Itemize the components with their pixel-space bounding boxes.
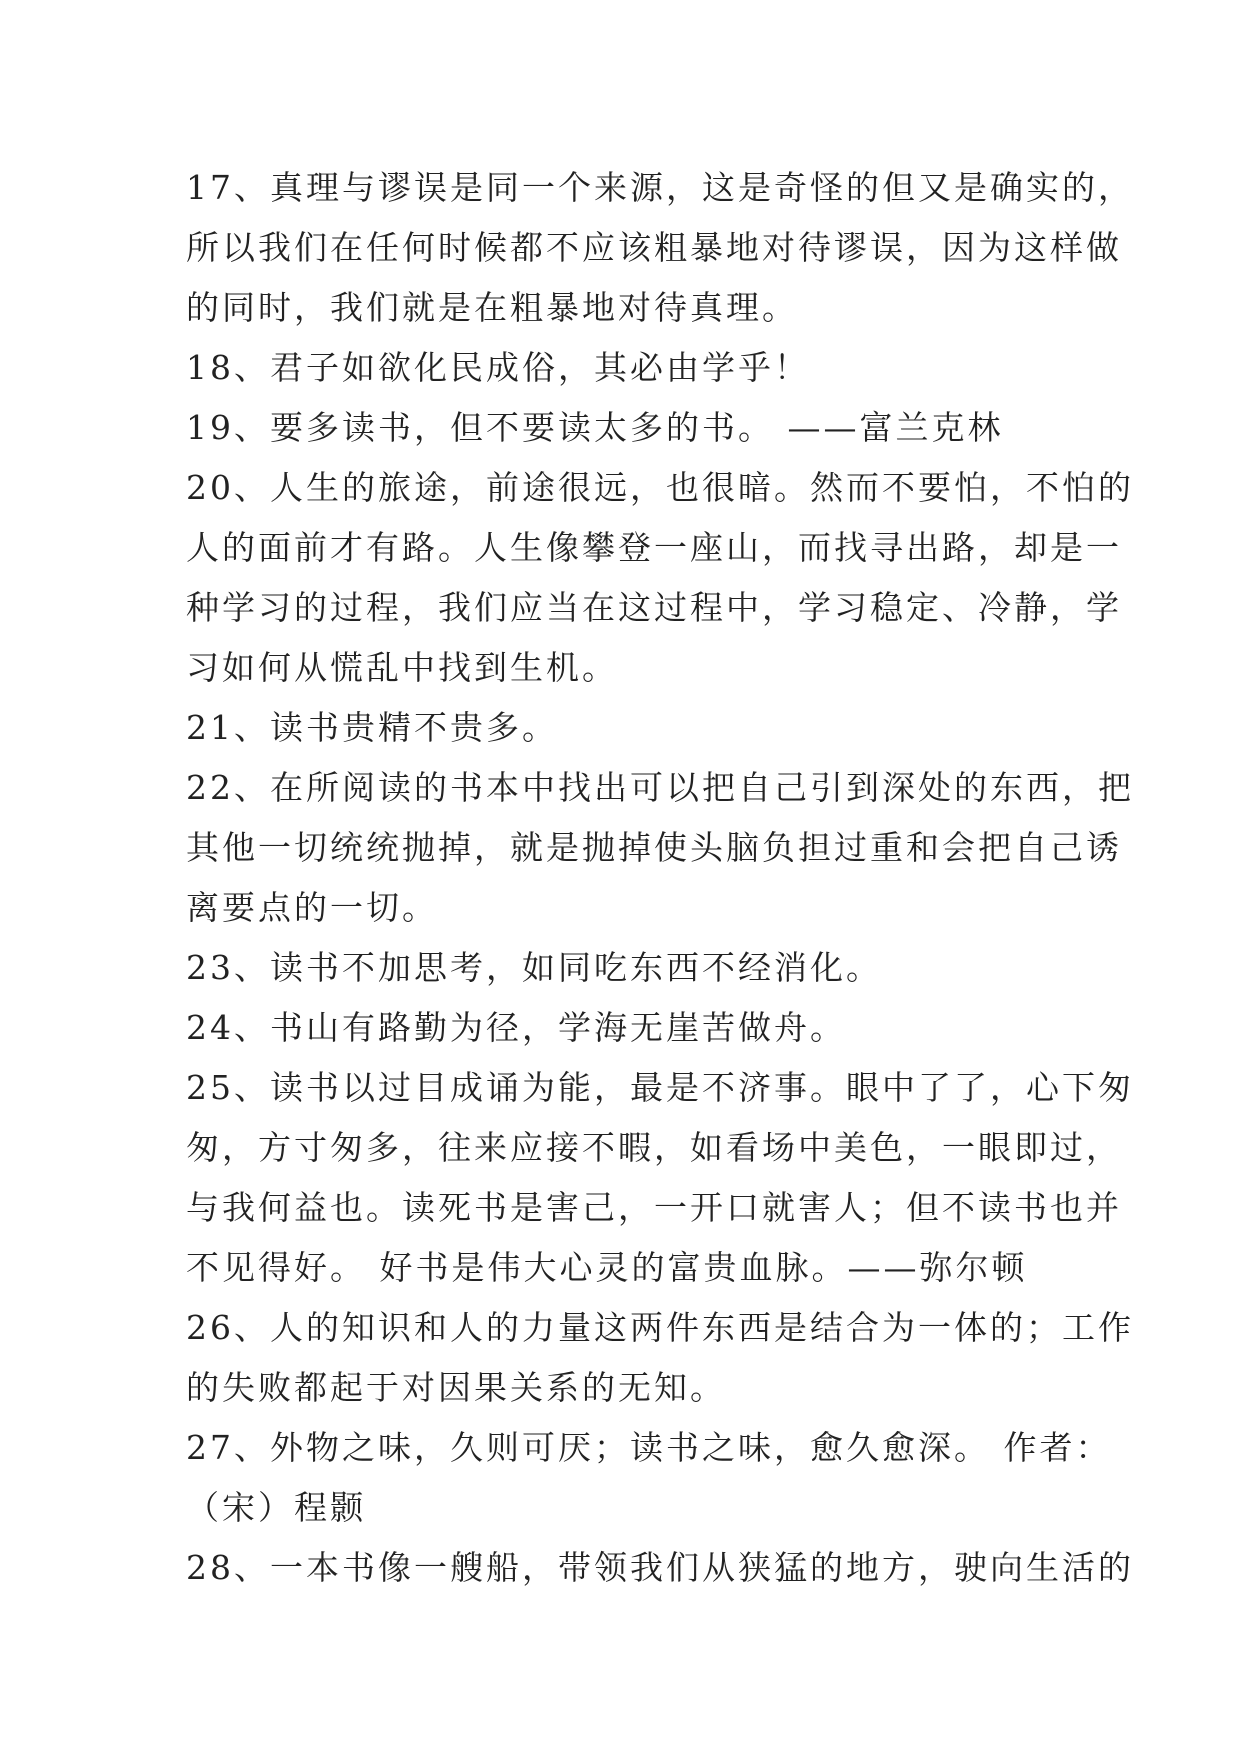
quote-19 [186, 398, 1066, 458]
quote-26 [186, 1298, 1134, 1418]
text-line: 21、读书贵精不贵多。 [186, 708, 558, 747]
quote-20 [186, 458, 1134, 698]
quote-27 [186, 1418, 1112, 1538]
text-line: 27、外物之味，久则可厌；读书之味，愈久愈深。 作者： [186, 1428, 1112, 1467]
text-line: 26、人的知识和人的力量这两件东西是结合为一体的；工作 [186, 1308, 1134, 1347]
text-line: （宋）程颢 [186, 1488, 366, 1527]
text-line: 23、读书不加思考，如同吃东西不经消化。 [186, 948, 882, 987]
quote-22 [186, 758, 1134, 938]
text-line: 离要点的一切。 [186, 888, 438, 927]
quote-17 [186, 158, 1134, 338]
quote-28 [186, 1538, 1134, 1598]
text-line: 20、人生的旅途，前途很远，也很暗。然而不要怕，不怕的 [186, 468, 1134, 507]
text-line: 所以我们在任何时候都不应该粗暴地对待谬误，因为这样做 [186, 228, 1122, 267]
text-line: 不见得好。 好书是伟大心灵的富贵血脉。——弥尔顿 [186, 1248, 1028, 1287]
document-body [186, 158, 1134, 1598]
quote-21 [186, 698, 1066, 758]
quote-25 [186, 1058, 1134, 1298]
text-line: 22、在所阅读的书本中找出可以把自己引到深处的东西，把 [186, 768, 1134, 807]
text-line: 28、一本书像一艘船，带领我们从狭猛的地方，驶向生活的 [186, 1548, 1134, 1587]
quote-24 [186, 998, 1066, 1058]
text-line: 人的面前才有路。人生像攀登一座山，而找寻出路，却是一 [186, 528, 1122, 567]
text-line: 19、要多读书，但不要读太多的书。 ——富兰克林 [186, 408, 1004, 447]
text-line: 的失败都起于对因果关系的无知。 [186, 1368, 726, 1407]
text-line: 匆，方寸匆多，往来应接不暇，如看场中美色，一眼即过， [186, 1128, 1122, 1167]
text-line: 习如何从慌乱中找到生机。 [186, 648, 618, 687]
text-line: 其他一切统统抛掉，就是抛掉使头脑负担过重和会把自己诱 [186, 828, 1122, 867]
quote-18 [186, 338, 1066, 398]
text-line: 24、书山有路勤为径，学海无崖苦做舟。 [186, 1008, 846, 1047]
text-line: 种学习的过程，我们应当在这过程中，学习稳定、冷静，学 [186, 588, 1122, 627]
text-line: 18、君子如欲化民成俗，其必由学乎！ [186, 348, 810, 387]
text-line: 的同时，我们就是在粗暴地对待真理。 [186, 288, 798, 327]
text-line: 25、读书以过目成诵为能，最是不济事。眼中了了，心下匆 [186, 1068, 1134, 1107]
text-line: 与我何益也。读死书是害己，一开口就害人；但不读书也并 [186, 1188, 1122, 1227]
text-line: 17、真理与谬误是同一个来源，这是奇怪的但又是确实的， [186, 168, 1134, 207]
quote-23 [186, 938, 1066, 998]
